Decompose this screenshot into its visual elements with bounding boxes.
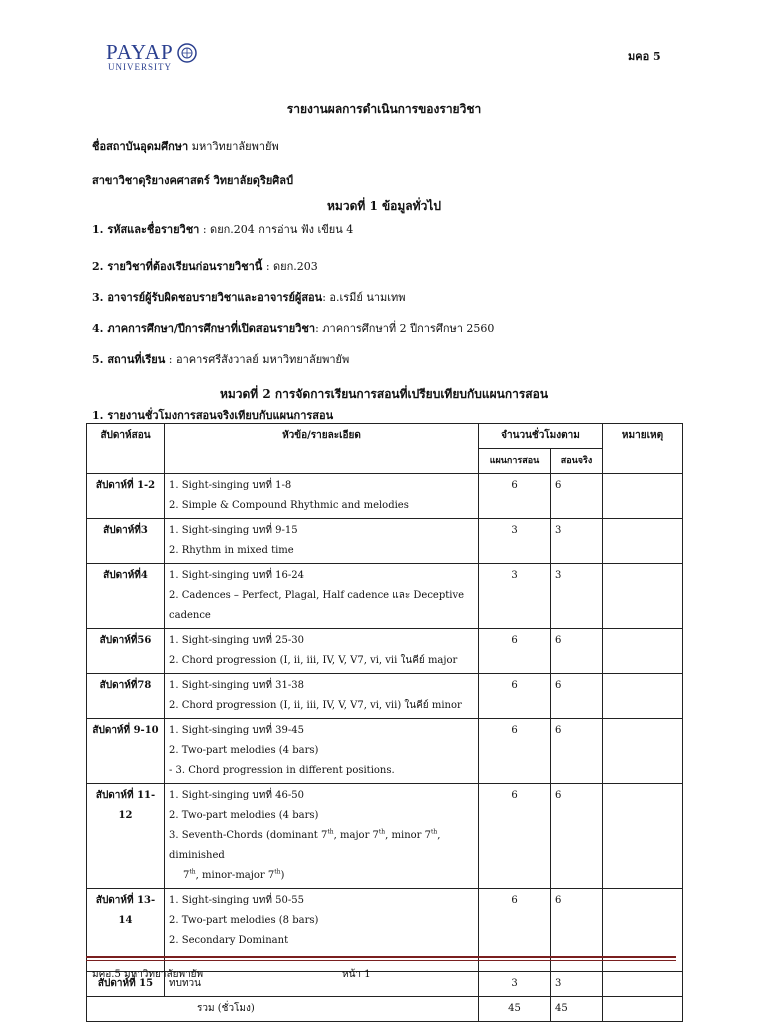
topic-line: 2. Simple & Compound Rhythmic and melodies <box>169 500 409 511</box>
institution-label: ชื่อสถาบันอุดมศึกษา <box>92 140 189 153</box>
topic-line: 1. Sight-singing บทที่ 16-24 <box>169 570 304 581</box>
footer-divider-thin <box>86 960 676 961</box>
page-title: รายงานผลการดำเนินการของรายวิชา <box>286 102 482 116</box>
topic-cell <box>165 474 479 519</box>
week-cell: สัปดาห์ที่3 <box>87 519 165 564</box>
topic-line: 2. Two-part melodies (4 bars) <box>169 810 319 821</box>
week-cell: สัปดาห์ที่ 1-2 <box>87 474 165 519</box>
header-plan: แผนการสอน <box>479 449 551 474</box>
seventh-chords-line: 3. Seventh-Chords (dominant 7th, major 7th, minor 7th, diminished <box>169 828 441 861</box>
actual-hours: 3 <box>551 972 603 997</box>
topic-cell <box>165 972 479 997</box>
actual-hours: 6 <box>551 674 603 719</box>
topic-line: cadence <box>169 610 211 621</box>
total-note <box>603 997 683 1022</box>
topic-cell <box>165 674 479 719</box>
table-row <box>87 519 683 564</box>
topic-line: 1. Sight-singing บทที่ 39-45 <box>169 725 304 736</box>
topic-cell <box>165 784 479 889</box>
info-value: : ภาคการศึกษาที่ 2 ปีการศึกษา 2560 <box>315 322 495 335</box>
info-label: 1. รหัสและชื่อรายวิชา <box>92 223 200 236</box>
note-cell <box>603 719 683 784</box>
note-cell <box>603 972 683 997</box>
header-hours: จำนวนชั่วโมงตาม <box>479 424 603 449</box>
header-note: หมายเหตุ <box>603 424 683 474</box>
topic-line: ทบทวน <box>169 978 201 989</box>
plan-hours: 3 <box>479 564 551 629</box>
topic-line: 1. Sight-singing บทที่ 25-30 <box>169 635 304 646</box>
note-cell <box>603 674 683 719</box>
total-plan: 45 <box>479 997 551 1022</box>
info-item-5 <box>92 350 349 368</box>
table-row <box>87 784 683 889</box>
plan-hours: 6 <box>479 889 551 972</box>
info-value: : ดยก.203 <box>262 260 318 273</box>
actual-hours: 6 <box>551 474 603 519</box>
header-topic: หัวข้อ/รายละเอียด <box>165 424 479 474</box>
payap-logo <box>106 40 196 74</box>
footer-divider <box>86 956 676 958</box>
topic-line: 1. Sight-singing บทที่ 1-8 <box>169 480 292 491</box>
topic-line: 2. Cadences – Perfect, Plagal, Half cadence และ Deceptive <box>169 590 465 601</box>
topic-line: 2. Secondary Dominant <box>169 935 289 946</box>
plan-hours: 6 <box>479 784 551 889</box>
note-cell <box>603 784 683 889</box>
topic-line: 1. Sight-singing บทที่ 31-38 <box>169 680 304 691</box>
plan-hours: 3 <box>479 519 551 564</box>
info-label: 5. สถานที่เรียน <box>92 353 166 366</box>
topic-line: 1. Sight-singing บทที่ 9-15 <box>169 525 298 536</box>
topic-line: - 3. Chord progression in different positions. <box>169 765 395 776</box>
total-row <box>87 997 683 1022</box>
info-value: : อาคารศรีสังวาลย์ มหาวิทยาลัยพายัพ <box>165 353 350 366</box>
section2-subtitle: 1. รายงานชั่วโมงการสอนจริงเทียบกับแผนการสอน <box>92 409 334 422</box>
topic-line: 1. Sight-singing บทที่ 46-50 <box>169 790 304 801</box>
week-cell: สัปดาห์ที่56 <box>87 629 165 674</box>
actual-hours: 6 <box>551 784 603 889</box>
info-label: 3. อาจารย์ผู้รับผิดชอบรายวิชาและอาจารย์ผู้สอน <box>92 291 323 304</box>
schedule-table <box>86 423 683 1022</box>
topic-line: 1. Sight-singing บทที่ 50-55 <box>169 895 304 906</box>
institution-line <box>92 137 279 155</box>
header-week: สัปดาห์สอน <box>87 424 165 474</box>
total-actual: 45 <box>551 997 603 1022</box>
plan-hours: 6 <box>479 474 551 519</box>
header-actual: สอนจริง <box>551 449 603 474</box>
info-item-4 <box>92 319 494 337</box>
info-item-1 <box>92 220 353 238</box>
topic-cell <box>165 629 479 674</box>
doc-code: มคอ 5 <box>628 50 661 63</box>
plan-hours: 6 <box>479 629 551 674</box>
topic-line: 2. Two-part melodies (4 bars) <box>169 745 319 756</box>
week-cell: สัปดาห์ที่ 9-10 <box>87 719 165 784</box>
table-row <box>87 719 683 784</box>
total-label: รวม (ชั่วโมง) <box>87 997 479 1022</box>
plan-hours: 6 <box>479 719 551 784</box>
logo-text: PAYAP <box>106 40 174 64</box>
info-value: : ดยก.204 การอ่าน ฟัง เขียน 4 <box>199 223 354 236</box>
info-label: 4. ภาคการศึกษา/ปีการศึกษาที่เปิดสอนรายวิชา <box>92 322 316 335</box>
actual-hours: 3 <box>551 564 603 629</box>
table-row <box>87 674 683 719</box>
week-cell: สัปดาห์ที่78 <box>87 674 165 719</box>
actual-hours: 6 <box>551 719 603 784</box>
week-cell: สัปดาห์ที่ 15 <box>87 972 165 997</box>
info-label: 2. รายวิชาที่ต้องเรียนก่อนรายวิชานี้ <box>92 260 263 273</box>
table-row <box>87 629 683 674</box>
actual-hours: 6 <box>551 889 603 972</box>
topic-line: 2. Chord progression (I, ii, iii, IV, V, V7, vi, vii) ในคีย์ minor <box>169 700 462 711</box>
topic-line: 2. Rhythm in mixed time <box>169 545 294 556</box>
topic-line: 2. Chord progression (I, ii, iii, IV, V, V7, vi, vii ในคีย์ major <box>169 655 458 666</box>
seventh-chords-line-2: 7th, minor-major 7th) <box>183 868 285 881</box>
topic-cell <box>165 564 479 629</box>
info-item-3 <box>92 288 406 306</box>
week-cell: สัปดาห์ที่4 <box>87 564 165 629</box>
info-item-2 <box>92 257 318 275</box>
note-cell <box>603 564 683 629</box>
note-cell <box>603 629 683 674</box>
table-row <box>87 474 683 519</box>
department-line: สาขาวิชาดุริยางคศาสตร์ วิทยาลัยดุริยศิลป์ <box>92 174 294 187</box>
topic-cell <box>165 519 479 564</box>
logo-seal-icon <box>176 42 198 64</box>
plan-hours: 3 <box>479 972 551 997</box>
logo-sub: UNIVERSITY <box>108 62 172 72</box>
week-cell: สัปดาห์ที่ 11-12 <box>87 784 165 889</box>
note-cell <box>603 474 683 519</box>
note-cell <box>603 519 683 564</box>
plan-hours: 6 <box>479 674 551 719</box>
actual-hours: 3 <box>551 519 603 564</box>
section2-title: หมวดที่ 2 การจัดการเรียนการสอนที่เปรียบเทียบกับแผนการสอน <box>219 387 549 401</box>
topic-cell <box>165 719 479 784</box>
table-row <box>87 564 683 629</box>
topic-line: 2. Two-part melodies (8 bars) <box>169 915 319 926</box>
institution-value: มหาวิทยาลัยพายัพ <box>191 140 279 153</box>
week-cell: สัปดาห์ที่ 13-14 <box>87 889 165 972</box>
section1-title: หมวดที่ 1 ข้อมูลทั่วไป <box>327 199 441 213</box>
footer-left: มคอ.5 มหาวิทยาลัยพายัพ <box>92 969 204 980</box>
page-number: หน้า 1 <box>342 969 371 980</box>
table-header-row <box>87 424 683 449</box>
info-value: : อ.เรมีย์ นามเทพ <box>322 291 406 304</box>
actual-hours: 6 <box>551 629 603 674</box>
